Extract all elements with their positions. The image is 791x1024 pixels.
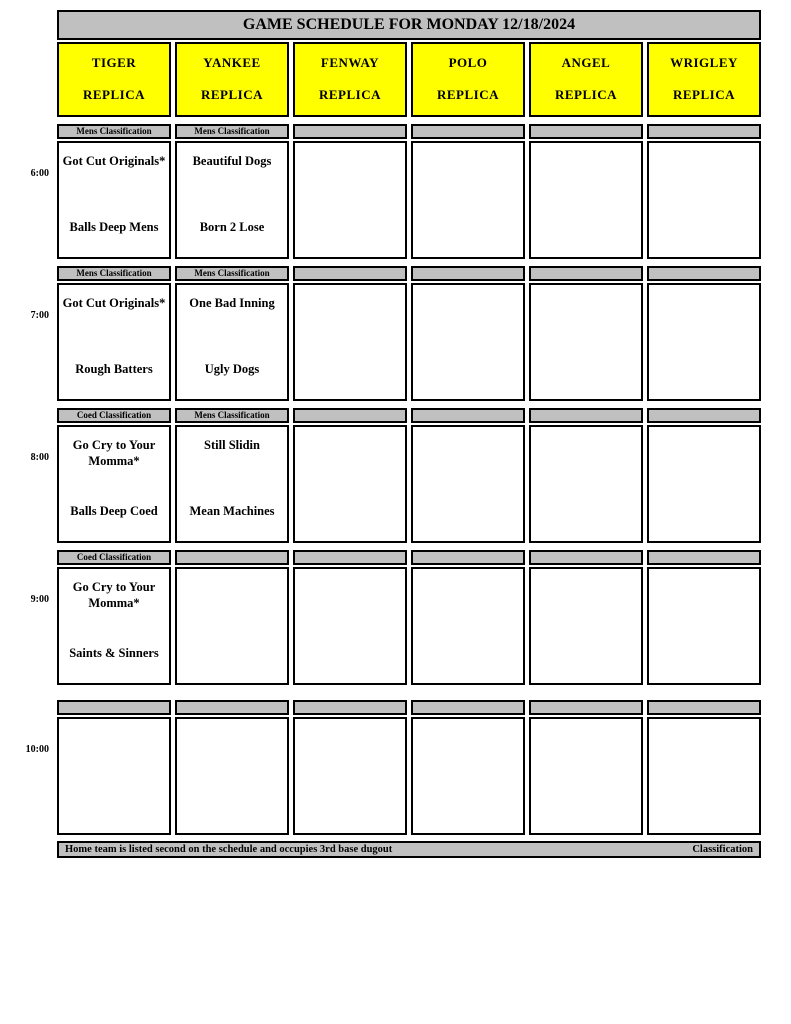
game-cell [57, 283, 171, 401]
field-name: YANKEE [203, 55, 261, 70]
classification-cell [293, 700, 407, 715]
game-cell [647, 425, 761, 543]
visitor-team: Still Slidin [204, 438, 260, 452]
classification-strip-row [57, 408, 761, 423]
game-cell [175, 283, 289, 401]
classification-strip-row [57, 266, 761, 281]
classification-cell [647, 124, 761, 139]
field-header-fenway [293, 42, 407, 117]
field-header-row [57, 42, 761, 117]
classification-cell [411, 266, 525, 281]
game-cell [411, 567, 525, 685]
game-cell [411, 283, 525, 401]
classification-cell [57, 700, 171, 715]
field-name: WRIGLEY [670, 55, 738, 70]
timeslot-600 [30, 124, 761, 259]
home-team: Mean Machines [189, 504, 275, 518]
game-cell [293, 425, 407, 543]
classification-cell [293, 550, 407, 565]
game-row [57, 717, 761, 835]
game-row [57, 283, 761, 401]
time-label: 7:00 [30, 310, 49, 321]
classification-cell [529, 124, 643, 139]
game-cell [529, 717, 643, 835]
classification-cell: Coed Classification [57, 408, 171, 423]
game-cell [529, 425, 643, 543]
game-cell [293, 717, 407, 835]
game-cell [529, 141, 643, 259]
time-label: 8:00 [30, 452, 49, 463]
classification-cell [411, 408, 525, 423]
game-cell [57, 141, 171, 259]
game-cell [293, 283, 407, 401]
classification-cell: Mens Classification [57, 266, 171, 281]
classification-strip-row [57, 700, 761, 715]
classification-cell: Coed Classification [57, 550, 171, 565]
visitor-team: Beautiful Dogs [192, 154, 272, 168]
classification-cell: Mens Classification [175, 124, 289, 139]
game-cell [647, 141, 761, 259]
game-cell [293, 141, 407, 259]
classification-cell [411, 700, 525, 715]
field-header-yankee [175, 42, 289, 117]
schedule-table [25, 10, 761, 858]
game-cell [175, 141, 289, 259]
time-label: 6:00 [30, 168, 49, 179]
game-cell [57, 717, 171, 835]
field-name: FENWAY [320, 55, 380, 70]
classification-cell [175, 700, 289, 715]
field-type: REPLICA [200, 87, 263, 102]
visitor-team: One Bad Inning [189, 296, 275, 310]
field-type: REPLICA [318, 87, 381, 102]
classification-cell [293, 124, 407, 139]
game-cell [175, 717, 289, 835]
footer-note: Home team is listed second on the schedule and occupies 3rd base dugout [65, 844, 393, 855]
field-type: REPLICA [672, 87, 735, 102]
game-cell [529, 567, 643, 685]
classification-cell [529, 408, 643, 423]
time-label: 10:00 [25, 744, 49, 755]
classification-strip-row [57, 124, 761, 139]
footer-classification-label: Classification [692, 844, 753, 855]
game-cell [57, 567, 171, 685]
classification-cell [529, 550, 643, 565]
home-team: Saints & Sinners [69, 646, 159, 660]
game-row [57, 425, 761, 543]
game-cell [57, 425, 171, 543]
time-label: 9:00 [30, 594, 49, 605]
game-row [57, 141, 761, 259]
classification-cell [647, 408, 761, 423]
game-cell [647, 717, 761, 835]
game-row [57, 567, 761, 685]
page-title: GAME SCHEDULE FOR MONDAY 12/18/2024 [57, 10, 761, 40]
classification-cell [647, 700, 761, 715]
classification-cell [175, 550, 289, 565]
classification-cell [293, 408, 407, 423]
field-header-wrigley [647, 42, 761, 117]
home-team: Balls Deep Coed [70, 504, 158, 518]
field-type: REPLICA [436, 87, 499, 102]
field-name: ANGEL [561, 55, 611, 70]
classification-strip-row [57, 550, 761, 565]
field-type: REPLICA [82, 87, 145, 102]
field-type: REPLICA [554, 87, 617, 102]
classification-cell [411, 124, 525, 139]
classification-cell: Mens Classification [175, 266, 289, 281]
timeslot-900 [30, 550, 761, 685]
classification-cell [647, 550, 761, 565]
classification-cell [529, 700, 643, 715]
game-cell [175, 567, 289, 685]
field-name: TIGER [91, 55, 137, 70]
visitor-team: Go Cry to Your Momma* [72, 438, 156, 469]
classification-cell [647, 266, 761, 281]
home-team: Born 2 Lose [199, 220, 265, 234]
game-cell [647, 283, 761, 401]
field-header-tiger [57, 42, 171, 117]
classification-cell: Mens Classification [57, 124, 171, 139]
visitor-team: Got Cut Originals* [62, 154, 166, 168]
classification-cell [529, 266, 643, 281]
field-header-angel [529, 42, 643, 117]
timeslot-rows [25, 124, 761, 835]
game-cell [411, 425, 525, 543]
footer-bar [57, 841, 761, 858]
classification-cell [293, 266, 407, 281]
timeslot-800 [30, 408, 761, 543]
home-team: Rough Batters [75, 362, 153, 376]
field-name: POLO [448, 55, 488, 70]
home-team: Ugly Dogs [204, 362, 260, 376]
classification-cell: Mens Classification [175, 408, 289, 423]
game-cell [293, 567, 407, 685]
game-cell [647, 567, 761, 685]
timeslot-700 [30, 266, 761, 401]
timeslot-1000 [25, 700, 761, 835]
visitor-team: Got Cut Originals* [62, 296, 166, 310]
classification-cell [411, 550, 525, 565]
field-header-polo [411, 42, 525, 117]
game-cell [411, 717, 525, 835]
visitor-team: Go Cry to Your Momma* [72, 580, 156, 611]
game-cell [529, 283, 643, 401]
home-team: Balls Deep Mens [69, 220, 159, 234]
game-cell [411, 141, 525, 259]
game-cell [175, 425, 289, 543]
